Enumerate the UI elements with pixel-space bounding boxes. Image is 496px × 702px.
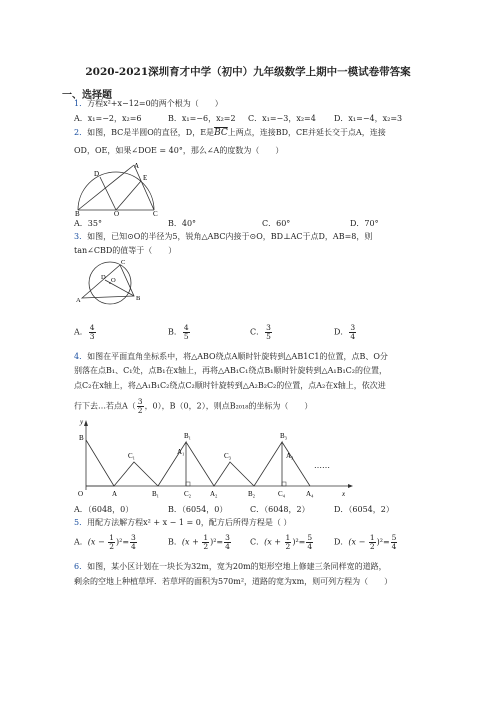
q4-label-c4: C₄ xyxy=(278,490,286,498)
section-heading: 一、选择题 xyxy=(62,90,112,101)
q2-option-c: C．60° xyxy=(262,219,291,228)
q4-label-x: x xyxy=(342,490,346,498)
q3-option-d-fraction: $\frac{3}{4}$ xyxy=(350,323,356,341)
q5-option-c: C．(x + $\frac{1}{2}$ )²= $\frac{5}{4}$ xyxy=(250,533,313,551)
q4-y-axis-arrow xyxy=(84,420,88,426)
q4-label-o: O xyxy=(78,490,84,498)
q4-option-b: B．（6054，0） xyxy=(168,505,228,514)
q5-option-d-inner-fraction: $\frac{1}{2}$ xyxy=(369,533,375,551)
q4-label-c1: C₁ xyxy=(128,452,136,460)
question-6-stem-line1: 6．如图，某小区计划在一块长为32m，宽为20m的矩形空地上修建三条同样宽的道路， xyxy=(74,562,387,571)
q5-option-b: B．(x + $\frac{1}{2}$ )²= $\frac{3}{4}$ xyxy=(168,533,230,551)
q4-label-c2: C₂ xyxy=(184,490,192,498)
q4-label-a: A xyxy=(112,490,118,498)
q4-triangle-a3b3c4 xyxy=(254,442,282,486)
q2-line-ce xyxy=(134,165,154,210)
q4-triangle-a4 xyxy=(282,442,310,486)
q3-label-o: O xyxy=(111,277,116,284)
q4-label-b2: B₂ xyxy=(248,490,256,498)
question-3-stem-line2: tan∠CBD的值等于（ ） xyxy=(74,246,177,255)
q4-label-b1-top: B₁ xyxy=(184,432,192,440)
q3-option-d: D． $\frac{3}{4}$ xyxy=(334,323,356,341)
q3-option-c-fraction: $\frac{3}{5}$ xyxy=(266,323,271,341)
q2-label-c: C xyxy=(153,210,158,216)
q2-semicircle-figure xyxy=(74,160,160,216)
q3-option-c: C． $\frac{3}{5}$ xyxy=(250,323,271,341)
q4-right-angle-mark-1 xyxy=(186,482,190,486)
q4-label-b: B xyxy=(79,434,84,442)
q4-triangle-ab1c1 xyxy=(114,462,158,486)
q4-label-a4: A₄ xyxy=(306,490,314,498)
q2-option-d: D．70° xyxy=(350,219,379,228)
q2-option-b: B．40° xyxy=(168,219,197,228)
q4-label-b1: B₁ xyxy=(152,490,160,498)
q3-label-d: D xyxy=(101,274,106,281)
question-1-stem: 1．方程x²+x−12=0的两个根为（ ） xyxy=(74,99,223,108)
q2-radius-oe xyxy=(116,181,141,210)
q4-rotation-figure xyxy=(74,418,354,498)
q3-label-c: C xyxy=(121,259,126,266)
q1-option-a: A．x₁=−2，x₂=6 xyxy=(74,114,142,123)
q4-right-angle-mark-2 xyxy=(282,482,286,486)
q4-label-a1: A₁ xyxy=(177,448,185,456)
question-2-stem-line2: OD，OE，如果∠DOE = 40°，那么∠A的度数为（ ） xyxy=(74,146,284,155)
q4-triangle-abo xyxy=(86,440,114,486)
q3-label-b: B xyxy=(136,295,141,302)
q3-option-a-fraction: $\frac{4}{3}$ xyxy=(89,323,95,341)
question-6-stem-line2: 剩余的空地上种植草坪．若草坪的面积为570m²，道路的宽为xm，则可列方程为（ ） xyxy=(74,577,393,586)
q4-label-a2: A₂ xyxy=(210,490,218,498)
q4-option-a: A．（6048，0） xyxy=(74,505,134,514)
q5-option-c-rhs-fraction: $\frac{5}{4}$ xyxy=(307,533,313,551)
q2-radius-od xyxy=(100,177,116,210)
question-4-stem-line1: 4．如图在平面直角坐标系中，将△ABO绕点A顺时针旋转到△AB1C1的位置，点B、O分 xyxy=(74,352,388,361)
q2-label-e: E xyxy=(143,174,148,182)
q3-option-b-fraction: $\frac{4}{5}$ xyxy=(183,323,189,341)
q5-option-d-rhs-fraction: $\frac{5}{4}$ xyxy=(391,533,397,551)
q5-option-a-rhs-fraction: $\frac{3}{4}$ xyxy=(131,533,136,551)
q3-label-a: A xyxy=(76,297,81,304)
q4-triangle-a2b2c2 xyxy=(186,442,254,486)
q2-option-a: A．35° xyxy=(74,219,102,228)
q5-option-a: A．(x − $\frac{1}{2}$ )²= $\frac{3}{4}$ xyxy=(74,533,136,551)
q3-circle-figure xyxy=(74,258,144,308)
q2-label-d: D xyxy=(94,170,100,178)
q4-ellipsis: …… xyxy=(314,461,330,470)
q2-label-o: O xyxy=(114,210,120,216)
document-title: 2020-2021深圳育才中学（初中）九年级数学上期中一模试卷带答案 xyxy=(85,66,411,78)
q4-label-c3: C₃ xyxy=(224,452,232,460)
q1-option-c: C．x₁=−3，x₂=4 xyxy=(248,114,316,123)
question-5-stem: 5．用配方法解方程x² + x − 1 = 0，配方后所得方程是（ ） xyxy=(74,518,292,527)
q5-option-b-rhs-fraction: $\frac{3}{4}$ xyxy=(225,533,230,551)
q4-option-c: C．（6048，2） xyxy=(250,505,310,514)
q4-option-d: D．（6054，2） xyxy=(334,505,394,514)
question-4-stem-line3: 点C₂在x轴上，将△A₁B₁C₂绕点C₂顺时针旋转到△A₂B₂C₂的位置，点A₂在x轴上，依次进 xyxy=(74,381,386,390)
question-2-stem-line1: 2．如图，BC是半圆O的直径，D，E是$\overline{BC}$上两点，连接BD，CE并延长交于点A，连接 xyxy=(74,128,386,138)
q4-label-a3: A₃ xyxy=(286,452,294,460)
q5-option-c-inner-fraction: $\frac{1}{2}$ xyxy=(285,533,291,551)
q3-option-b: B． $\frac{4}{5}$ xyxy=(168,323,189,341)
q4-label-b3: B₃ xyxy=(280,432,288,440)
q2-label-b: B xyxy=(75,210,80,216)
q1-option-b: B．x₁=−6，x₂=2 xyxy=(168,114,236,123)
question-4-stem-line4: 行下去…若点A（ $\frac{3}{2}$ ，0），B（0，2），则点B₂₀₁₈的坐标为（ ） xyxy=(74,397,313,415)
q3-option-a: A． $\frac{4}{3}$ xyxy=(74,323,95,341)
q5-option-b-inner-fraction: $\frac{1}{2}$ xyxy=(203,533,209,551)
q5-option-a-inner-fraction: $\frac{1}{2}$ xyxy=(109,533,114,551)
q4-label-y: y xyxy=(80,418,84,426)
question-3-stem-line1: 3．如图，已知⊙O的半径为5，锐角△ABC内接于⊙O，BD⊥AC于点D，AB=8，则 xyxy=(74,232,373,241)
q2-line-bd xyxy=(78,165,134,210)
q4-x-axis-arrow xyxy=(348,484,353,488)
q1-option-d: D．x₁=−4，x₂=3 xyxy=(334,114,403,123)
q5-option-d: D．(x − $\frac{1}{2}$ )²= $\frac{5}{4}$ xyxy=(334,533,397,551)
q4-point-a-fraction: $\frac{3}{2}$ xyxy=(137,397,143,415)
q2-label-a: A xyxy=(134,162,140,170)
question-4-stem-line2: 别落在点B₁、C₁处，点B₁在x轴上，再将△AB₁C₁绕点B₁顺时针旋转到△A₁B₁C₂的位置， xyxy=(74,366,387,375)
